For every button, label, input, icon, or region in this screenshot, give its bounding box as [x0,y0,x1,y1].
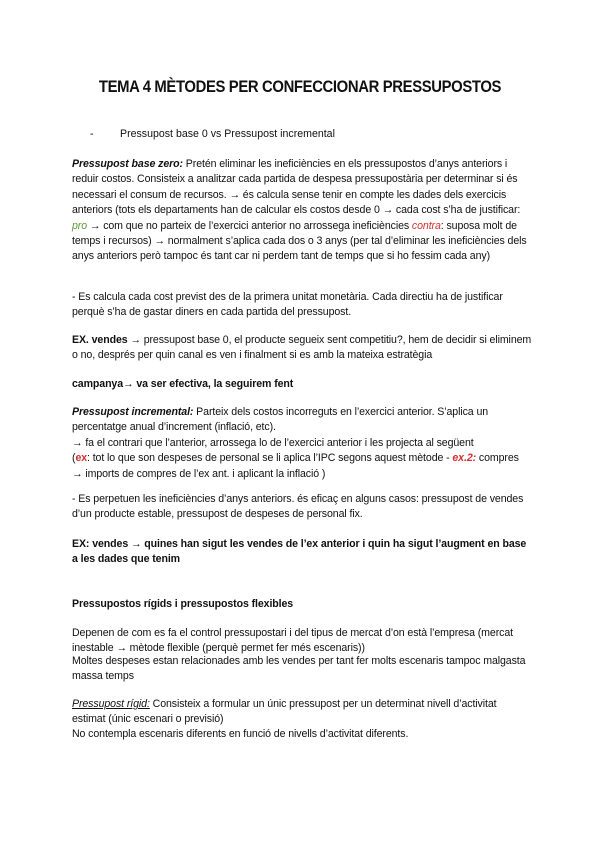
paragraph-moltes: Moltes despeses estan relacionades amb les vendes per tant fer molts escenaris tampoc malgasta massa temps [72,655,526,683]
base-zero-label: Pressupost base zero: [72,158,183,170]
paragraph-ex-vendes-2: EX: vendes → quines han sigut les vendes de l’ex anterior i quin ha sigut l’augment en base a les dades que tenim [72,538,527,566]
bullet-item [90,128,335,140]
paragraph-calcula: - Es calcula cada cost previst des de la primera unitat monetària. Cada directiu ha de justificar perquè s’ha de gastar diners en cada partida del pressupost. [72,291,503,319]
bullet-dash: - [90,128,94,140]
paragraph-perpetuen: - Es perpetuen les ineficiències d’anys anteriors. és eficaç en alguns casos: pressupost de vendes d’un producte estable, pressupost de despeses de personal fix. [72,493,524,521]
ex2-label: ex.2: [452,452,477,465]
page-title: TEMA 4 MÈTODES PER CONFECCIONAR PRESSUPOSTOS [98,78,502,96]
incremental-label: Pressupost incremental: [72,406,194,418]
paragraph-base-zero [72,157,532,265]
paragraph-campanya: campanya→ va ser efectiva, la seguirem fent [72,378,294,390]
rigid-text: Consisteix a formular un únic pressupost per un determinat nivell d’activitat estimat (únic escenari o previsió) [72,698,497,726]
incremental-open-paren: ( [72,452,76,465]
incremental-line-2: → fa el contrari que l’anterior, arrossega lo de l’exercici anterior i les projecta al següent [72,436,474,449]
base-zero-text-1: Pretén eliminar les ineficiències en els pressupostos d’anys anteriors i reduir costos. Consisteix a analitzar cada partida de despesa pressupostària per determinar si és necessari el consum de recursos. → és calcula sense tenir en compte les dades dels exercicis anteriors (tots els departaments han de calcular els costos desde 0 → cada cost s’ha de justificar: [72,158,521,217]
ex2-text: compres → imports de compres de l’ex ant. i aplicant la inflació ) [72,452,519,480]
pro-label: pro [72,219,88,232]
paragraph-depenen: Depenen de com es fa el control pressupostari i del tipus de mercat d’on està l’empresa (mercat inestable → mètode flexible (perquè permet fer més escenaris)) [72,627,513,655]
ex-label: ex [75,452,88,465]
base-zero-text-3: : suposa molt de temps i recursos) → normalment s’aplica cada dos o 3 anys (per tal d’eliminar les ineficiències dels anys anteriors però tampoc és tant car ni perdem tant de temps que si ho fessim cada any) [72,219,527,263]
ex-vendes-label: EX. vendes [72,334,128,346]
ex-vendes-text: → pressupost base 0, el producte segueix sent competitiu?, hem de decidir si eliminem o no, després per quin canal es ven i finalment si es amb la mateixa estratègia [72,334,532,362]
paragraph-ex-vendes [72,333,532,364]
section-heading: Pressupostos rígids i pressupostos flexibles [72,598,294,610]
rigid-label: Pressupost rígid: [72,698,150,710]
ex-text: : tot lo que son despeses de personal se li aplica l’IPC segons aquest mètode - [87,452,453,465]
contra-label: contra [411,219,441,232]
paragraph-rigid [72,697,532,728]
paragraph-no-contempla: No contempla escenaris diferents en funció de nivells d’activitat diferents. [72,728,409,740]
bullet-text: Pressupost base 0 vs Pressupost incremental [120,128,335,140]
base-zero-text-2: → com que no parteix de l’exercici anterior no arrossega ineficiències [87,219,412,232]
paragraph-incremental [72,405,532,482]
incremental-text-1: Parteix dels costos incorreguts en l’exercici anterior. S’aplica un percentatge anual d’increment (inflació, etc). [72,406,489,434]
